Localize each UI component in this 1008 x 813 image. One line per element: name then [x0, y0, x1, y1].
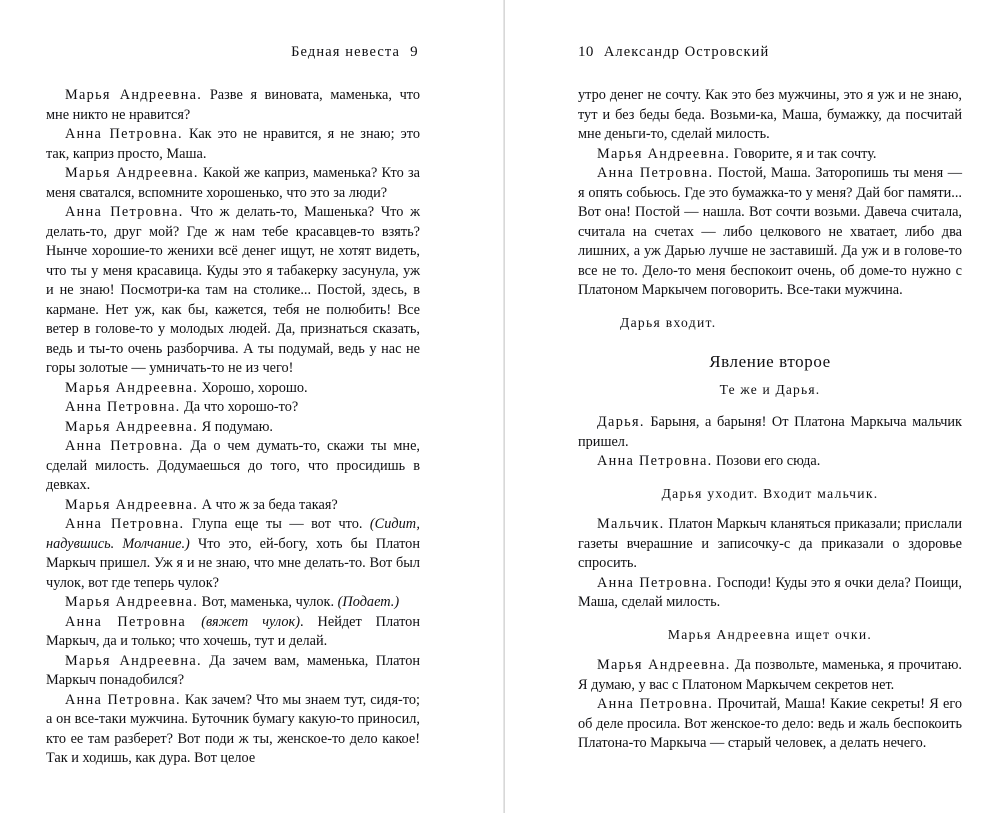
speech-text: Как это не нравится, я не знаю; это так, каприз просто, Маша.: [46, 126, 420, 162]
page-left-body: [46, 86, 420, 769]
speech-text: Разве я виновата, маменька, что мне никто не нравится?: [46, 87, 420, 123]
speaker-name: Анна Петровна.: [597, 165, 714, 181]
dialogue-line: [578, 574, 962, 613]
dialogue-line: [46, 418, 420, 438]
speech-text: Прочитай, Маша! Какие секреты! Я его об деле просила. Вот женское-то дело: ведь и жаль беспокоить Платона-то Маркыча — старый человек, а делать нечего.: [578, 696, 962, 751]
dialogue-line: [46, 379, 420, 399]
speech-text: Господи! Куды это я очки дела? Поищи, Маша, сделай милость.: [578, 574, 962, 610]
dialogue-line: [578, 656, 962, 695]
speaker-name: Марья Андреевна.: [597, 145, 731, 162]
paragraph-continuation: утро денег не сочту. Как это без мужчины, это я уж и не знаю, тут и без беды беда. Возьми-ка, Маша, бумажку, да посчитай мне деньги-то, сделай милость.: [578, 87, 962, 142]
dialogue-line: [46, 652, 420, 691]
dialogue-line: [578, 413, 962, 452]
speaker-name: Анна Петровна.: [65, 516, 185, 532]
dialogue-line: [578, 164, 962, 301]
running-head-left: [46, 44, 420, 64]
speech-text: Глупа еще ты — вот что.: [184, 516, 370, 532]
dialogue-line: [46, 593, 420, 613]
speech-text: Платон Маркыч кланяться приказали; прислали газеты вчерашние и записочку-с да приказали о здоровье спросить.: [578, 516, 962, 571]
speech-text: А что ж за беда такая?: [198, 496, 338, 513]
running-head-right: [578, 44, 962, 64]
running-head-author: Александр Островский: [603, 44, 770, 60]
stage-direction-inline: (вяжет чулок): [201, 613, 300, 630]
page-right: [504, 0, 1008, 813]
speaker-name: Анна Петровна.: [597, 696, 714, 712]
stage-direction-text: Марья Андреевна ищет очки.: [667, 626, 873, 642]
dialogue-line: [46, 515, 420, 593]
speech-text: Да что хорошо-то?: [180, 399, 299, 415]
speaker-name: Анна Петровна.: [65, 204, 184, 220]
dialogue-line: [46, 437, 420, 496]
speaker-name: Марья Андреевна.: [65, 594, 199, 610]
speech-text: Хорошо, хорошо.: [198, 379, 308, 396]
speech-text: Да позвольте, маменька, я прочитаю. Я думаю, у вас с Платоном Маркычем секретов нет.: [578, 657, 962, 693]
speech-text: Да о чем думать-то, скажи ты мне, сделай милость. Додумаешься до того, что просидишь в девках.: [46, 438, 420, 493]
speaker-name: Анна Петровна.: [65, 399, 181, 415]
speech-text: Барыня, а барыня! От Платона Маркыча мальчик пришел.: [578, 414, 962, 450]
speaker-name: Марья Андреевна.: [65, 379, 199, 396]
dialogue-line: [578, 695, 962, 754]
speech-text: Вот, маменька, чулок.: [198, 594, 338, 610]
stage-direction: [578, 484, 962, 504]
dialogue-line: [46, 496, 420, 516]
speaker-name: Анна Петровна.: [65, 126, 183, 142]
dialogue-line: [578, 452, 962, 472]
page-number-right: 10: [578, 44, 594, 60]
speech-text: Какой же каприз, маменька? Кто за меня сватался, вспомните хорошенько, что это за люди?: [46, 165, 420, 201]
speaker-name: Анна Петровна: [65, 613, 202, 630]
dialogue-line: [46, 125, 420, 164]
dialogue-line: [46, 86, 420, 125]
stage-direction: [578, 313, 962, 333]
speaker-name: Анна Петровна.: [597, 574, 713, 591]
speech-text: Да зачем вам, маменька, Платон Маркыч понадобился?: [46, 652, 420, 688]
speaker-name: Дарья.: [597, 414, 645, 430]
dialogue-line: [578, 145, 962, 165]
speaker-name: Мальчик.: [597, 516, 665, 532]
speech-text-cont: . Нейдет Платон Маркыч, да и только; что хочешь, тут и делай.: [46, 613, 420, 649]
speech-text: Я подумаю.: [198, 418, 273, 435]
dialogue-line: [46, 691, 420, 769]
dialogue-line: [46, 613, 420, 652]
speaker-name: Марья Андреевна.: [65, 418, 199, 435]
dialogue-line: [578, 515, 962, 574]
speaker-name: Анна Петровна.: [597, 453, 713, 469]
speech-text: Постой, Маша. Заторопишь ты меня — я опять собьюсь. Где это бумажка-то у меня? Дай бог памяти... Вот она! Постой — нашла. Вот сочти возьми. Давеча считала, считала на счетах — либо целкового не хватает, либо два лишних, а уж Дарью лучше не заставишй. Да уж и в голове-то все не то. Дело-то меня беспокоит очень, об доме-то нужно с Платоном Маркычем поговорить. Все-таки мужчина.: [578, 165, 962, 298]
speech-text-cont: Что это, ей-богу, хоть бы Платон Маркыч пришел. Уж я и не знаю, что мне делать-то. Вот был чулок, вот где теперь чулок?: [46, 535, 420, 591]
speaker-name: Анна Петровна.: [65, 438, 184, 454]
speech-text: Позови его сюда.: [712, 453, 821, 469]
running-head-title: Бедная невеста: [291, 44, 401, 60]
dialogue-line: [46, 164, 420, 203]
dialogue-line: [46, 203, 420, 379]
speaker-name: Марья Андреевна.: [65, 652, 202, 669]
speech-text: Как зачем? Что мы знаем тут, сидя-то; а он все-таки мужчина. Буточник бумагу какую-то приносил, кто ее там разберет? Вот поди ж ты, женское-то дело какое! Так и ходишь, как дура. Вот целое: [46, 691, 420, 766]
speech-text: Что ж делать-то, Машенька? Что ж делать-то, друг мой? Где ж нам тебе красавцев-то взять? Нынче хорошие-то женихи всё денег ищут, не хотят видеть, что ты у меня красавица. Куды это я табакерку засунула, уж и не знаю! Посмотри-ка там на столике... Постой, здесь, в кармане. Нет уж, как бы, кажется, тебя не полюбить! Все ветер в голове-то у молодых людей. Да, признаться сказать, ведь и ты-то очень разборчива. А ты подумай, ведь у нас не горы золотые — умничать-то не из чего!: [46, 204, 420, 376]
speaker-name: Марья Андреевна.: [65, 165, 199, 181]
page-number-left: 9: [410, 44, 418, 60]
scene-subheading: Те же и Дарья.: [719, 381, 821, 397]
stage-direction: [578, 625, 962, 645]
page-right-body: [578, 86, 962, 754]
stage-direction-inline: (Сидит, надувшись. Молчание.): [46, 516, 420, 552]
stage-direction-text: Дарья входит.: [620, 314, 717, 330]
speaker-name: Марья Андреевна.: [65, 87, 203, 103]
speaker-name: Анна Петровна.: [65, 691, 181, 708]
stage-direction-inline: (Подает.): [337, 594, 400, 610]
dialogue-line: [46, 398, 420, 418]
speaker-name: Марья Андреевна.: [65, 496, 199, 513]
stage-direction-text: Дарья уходит. Входит мальчик.: [661, 485, 879, 501]
scene-heading: Явление второе: [709, 352, 831, 371]
speech-text: Говорите, я и так сочту.: [730, 145, 877, 162]
speaker-name: Марья Андреевна.: [597, 657, 731, 673]
